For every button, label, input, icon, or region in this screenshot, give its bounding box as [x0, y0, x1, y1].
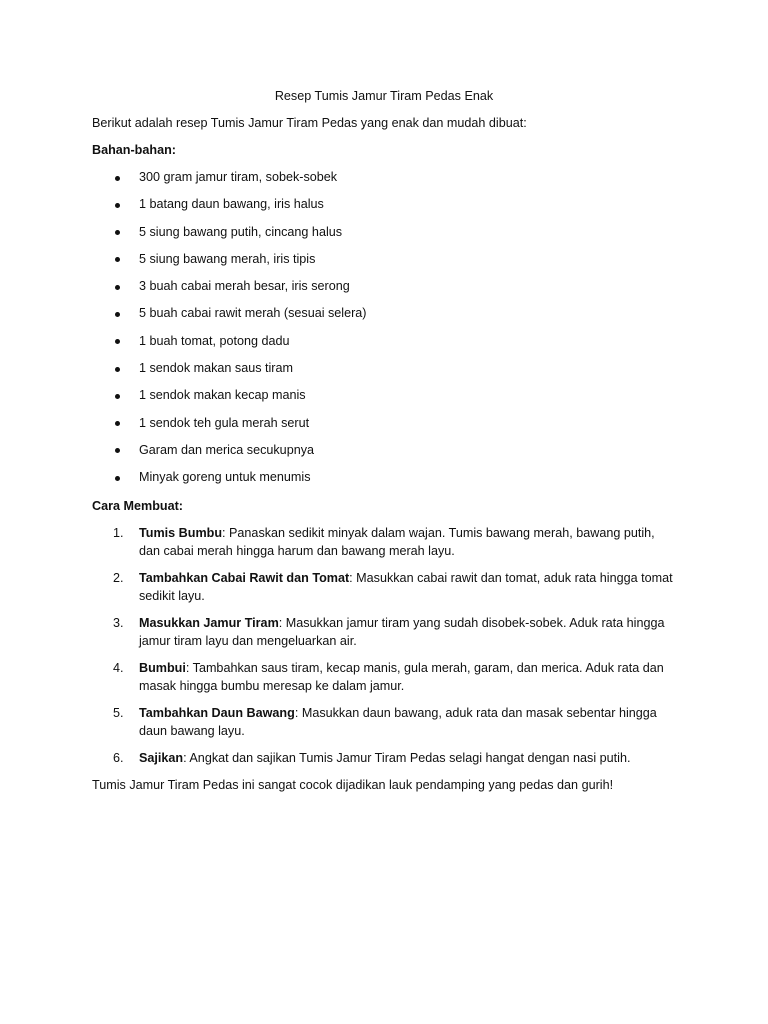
step-text: : Tambahkan saus tiram, kecap manis, gula merah, garam, dan merica. Aduk rata dan masak hingga bumbu meresap ke dalam jamur.: [139, 661, 664, 693]
bullet-icon: [115, 257, 120, 262]
steps-heading: Cara Membuat:: [92, 499, 183, 513]
step-title: Tumis Bumbu: [139, 526, 223, 540]
bullet-icon: [115, 285, 120, 290]
ingredients-heading: Bahan-bahan:: [92, 143, 176, 157]
step-item: [0, 569, 768, 605]
step-item: [0, 704, 768, 740]
step-title: Tambahkan Daun Bawang: [139, 706, 295, 720]
step-number: 3.: [113, 616, 124, 630]
bullet-icon: [115, 476, 120, 481]
document-page: Resep Tumis Jamur Tiram Pedas Enak Berikut adalah resep Tumis Jamur Tiram Pedas yang enak dan mudah dibuat: Bahan-bahan: 300 gram jamur tiram, sobek-sobek 1 batang daun bawang, iris halus 5 siung bawang putih, cincang halus 5 siung bawang merah, iris tipis 3 buah cabai merah besar, iris serong 5 buah cabai rawit merah (sesuai selera) 1 buah tomat, potong dadu 1 sendok makan saus tiram 1 sendok makan kecap manis 1 sendok teh gula merah serut Garam dan merica secukupnya Minyak goreng untuk menumis Cara Membuat: 1. Tumis Bumbu: Panaskan sedikit minyak dalam wajan. Tumis bawang merah, bawang putih, dan cabai merah hingga harum dan bawang merah layu. 2. Tambahkan Cabai Rawit dan Tomat: Masukkan cabai rawit dan tomat, aduk rata hingga tomat sedikit layu. 3. Masukkan Jamur Tiram: Masukkan jamur tiram yang sudah disobek-sobek. Aduk rata hingga jamur tiram layu dan mengeluarkan air. 4. Bumbui: Tambahkan saus tiram, kecap manis, gula merah, garam, dan merica. Aduk rata dan masak hingga bumbu meresap ke dalam jamur. 5. Tambahkan Daun Bawang: Masukkan daun bawang, aduk rata dan masak sebentar hingga daun bawang layu. 6. Sajikan: Angkat dan sajikan Tumis Jamur Tiram Pedas selagi hangat dengan nasi putih. Tumis Jamur Tiram Pedas ini sangat cocok dijadikan lauk pendamping yang pedas dan gurih!: [0, 0, 768, 1024]
step-text: : Masukkan jamur tiram yang sudah disobek-sobek. Aduk rata hingga jamur tiram layu dan mengeluarkan air.: [139, 616, 665, 648]
step-text: : Masukkan daun bawang, aduk rata dan masak sebentar hingga daun bawang layu.: [139, 706, 657, 738]
step-number: 5.: [113, 706, 124, 720]
bullet-icon: [115, 203, 120, 208]
step-title: Bumbui: [139, 661, 186, 675]
step-number: 2.: [113, 571, 124, 585]
intro-paragraph: Berikut adalah resep Tumis Jamur Tiram Pedas yang enak dan mudah dibuat:: [92, 116, 527, 130]
step-title: Masukkan Jamur Tiram: [139, 616, 279, 630]
bullet-icon: [115, 176, 120, 181]
step-title: Sajikan: [139, 751, 184, 765]
steps-list: [0, 524, 768, 776]
closing-paragraph: Tumis Jamur Tiram Pedas ini sangat cocok dijadikan lauk pendamping yang pedas dan gurih!: [92, 778, 614, 792]
step-number: 4.: [113, 661, 124, 675]
step-item: [0, 614, 768, 650]
step-text: : Angkat dan sajikan Tumis Jamur Tiram Pedas selagi hangat dengan nasi putih.: [183, 751, 631, 765]
bullet-icon: [115, 312, 120, 317]
step-number: 6.: [113, 751, 124, 765]
step-number: 1.: [113, 526, 124, 540]
bullet-icon: [115, 230, 120, 235]
step-title: Tambahkan Cabai Rawit dan Tomat: [139, 571, 350, 585]
step-text: : Panaskan sedikit minyak dalam wajan. Tumis bawang merah, bawang putih, dan cabai merah hingga harum dan bawang merah layu.: [139, 526, 655, 558]
bullet-icon: [115, 394, 120, 399]
bullet-icon: [115, 339, 120, 344]
step-item: [0, 749, 768, 767]
bullet-icon: [115, 448, 120, 453]
step-item: [0, 524, 768, 560]
step-text: : Masukkan cabai rawit dan tomat, aduk rata hingga tomat sedikit layu.: [139, 571, 673, 603]
bullet-icon: [115, 367, 120, 372]
document-title: Resep Tumis Jamur Tiram Pedas Enak: [274, 89, 494, 103]
bullet-icon: [115, 421, 120, 426]
step-item: [0, 659, 768, 695]
